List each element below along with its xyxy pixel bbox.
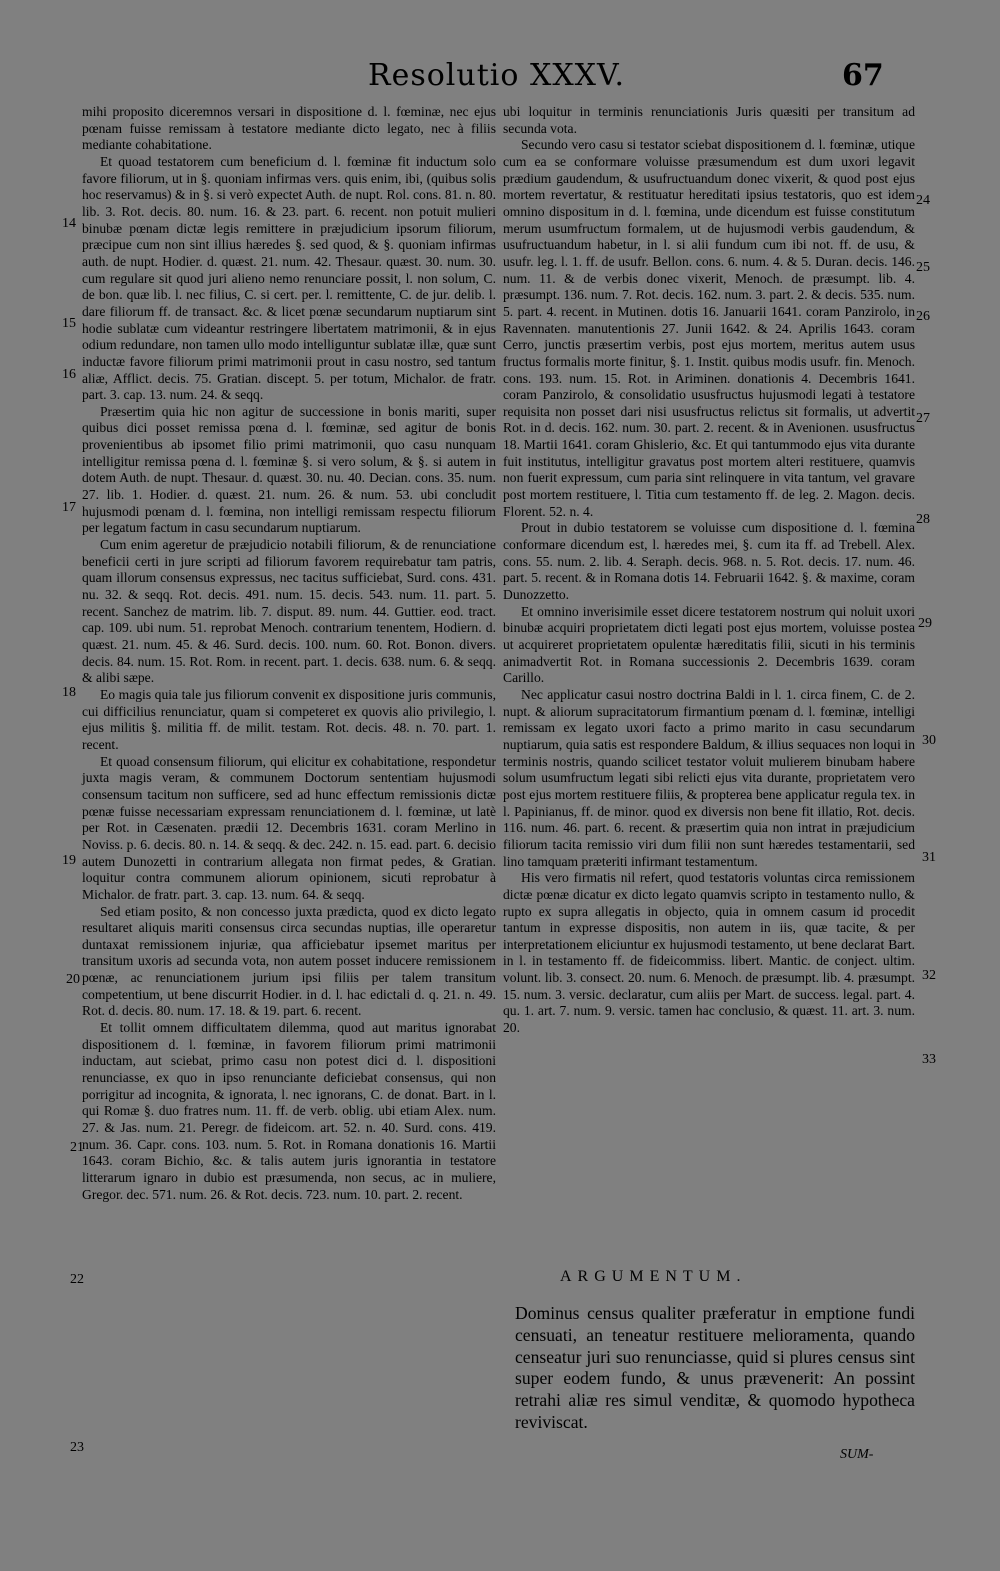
margin-number: 22 bbox=[70, 1272, 84, 1287]
margin-number: 17 bbox=[62, 500, 76, 515]
paragraph: Nec applicatur casui nostro doctrina Baldi in l. 1. circa finem, C. de 2. nupt. & aliorum supracitatorum firmantium pœnam d. l. fœminæ, intelligi remissam ex legato uxori facto a primo marito in casu secundarum nuptiarum, quia satis est respondere Baldum, & illius sequaces non loqui in terminis nostris, quando scilicet testator voluit mulierem binubam habere solum usumfructum legati sibi relicti ejus vita durante, proprietatem vero post ejus mortem restituere filiis, & propterea bene applicatur regula tex. in l. Papinianus, ff. de minor. quod ex diversis non bene fit illatio, Rot. decis. 116. num. 46. part. 6. recent. & præsertim quia non intrat in præjudicium filiorum tacita remissio viri dum filii non sunt hæredes testamentarii, sed lino tamquam præteriti infirmant testamentum. bbox=[503, 686, 915, 869]
margin-number: 27 bbox=[916, 411, 930, 426]
paragraph: Sed etiam posito, & non concesso juxta prædicta, quod ex dicto legato resultaret aliquis mariti consensus circa secundas nuptias, ille operaretur duntaxat remissionem injuriæ, qua afficiebatur ipsemet maritus per transitum uxoris ad secunda vota, non autem posset inducere remissionem pœnæ, ac renunciationem jurium ipsi filiis per talem transitum competentium, ut bene discurrit Hodier. in d. l. hac edictali d. q. 21. n. 49. Rot. d. decis. 80. num. 17. 18. & 19. part. 6. recent. bbox=[82, 903, 496, 1019]
paragraph: Et quoad testatorem cum beneficium d. l. fœminæ fit inductum solo favore filiorum, ut in §. quoniam infirmas vers. quis enim, ibi, (quibus solis hoc reservamus) & in §. si verò expectet Auth. de nupt. Rol. cons. 81. n. 80. lib. 3. Rot. decis. 80. num. 16. & 23. part. 6. recent. non potuit mulieri binubæ pœnam dictæ legis remittere in præjudicium ipsorum filiorum, præcipue cum non sint illius hæredes §. sed quod, & §. quoniam infirmas auth. de nupt. Hodier. d. quæst. 21. num. 42. Thesaur. quæst. 30. num. 30. cum regulare sit quod juri alieno nemo renunciare possit, l. non solum, C. de bon. quæ lib. l. nec filius, C. si cert. per. l. remittente, C. de jur. delib. l. dare filiorum ff. de transact. &c. & licet pœnæ secundarum nuptiarum sint hodie sublatæ cum videantur restringere libertatem matrimonii, & in ejus odium redundare, non tamen ullo modo intelliguntur sublatæ illæ, quæ sunt inductæ favore filiorum primi matrimonii prout in casu nostro, sed tantum aliæ, Afflict. decis. 75. Gratian. discept. 5. per totum, Michalor. de fratr. part. 3. cap. 13. num. 24. & seqq. bbox=[82, 153, 496, 403]
paragraph: Præsertim quia hic non agitur de successione in bonis mariti, super quibus dici posset remissa pœna d. l. fœminæ, sed agitur de bonis provenientibus ab ipsomet filio primi matrimonii, quo casu nunquam intelligitur remissa pœna d. l. fœminæ §. si vero solum, & §. si autem in dotem Auth. de nupt. Thesaur. d. quæst. 30. nu. 40. Decian. cons. 35. num. 27. lib. 1. Hodier. d. quæst. 21. num. 26. & num. 53. ubi concludit hujusmodi pœnam d. l. fœmina, non intelligi remissam respectu filiorum per legatum factum in casu secundarum nuptiarum. bbox=[82, 403, 496, 536]
paragraph: Cum enim ageretur de præjudicio notabili filiorum, & de renunciatione beneficii certi in jure scripti ad filiorum favorem requirebatur tam patris, quam illorum consensus expressus, nec tacitus sufficiebat, Surd. cons. 431. nu. 32. & seqq. Rot. decis. 491. num. 15. decis. 543. num. 11. part. 5. recent. Sanchez de matrim. lib. 7. disput. 89. num. 44. Guttier. eod. tract. cap. 109. ubi num. 51. reprobat Menoch. contrarium tenentem, Hodiern. d. quæst. 21. num. 45. & 46. Surd. decis. 100. num. 60. Rot. Bonon. divers. decis. 84. num. 15. Rot. Rom. in recent. part. 1. decis. 638. num. 6. & seqq. & alibi sæpe. bbox=[82, 537, 496, 686]
margin-number: 21 bbox=[70, 1140, 84, 1155]
margin-number: 33 bbox=[922, 1052, 936, 1067]
margin-number: 24 bbox=[916, 193, 930, 208]
paragraph: ubi loquitur in terminis renunciationis Juris quæsiti per transitum ad secunda vota. bbox=[503, 104, 915, 136]
paragraph: Et omnino inverisimile esset dicere testatorem nostrum qui noluit uxori binubæ acquiri proprietatem dicti legati post ejus mortem, voluisse postea ut acquireret proprietatem opulentæ hæreditatis filii, sicuti in his terminis animadvertit Rot. in Romana successionis 2. Decembris 1639. coram Carillo. bbox=[503, 603, 915, 686]
paragraph: Secundo vero casu si testator sciebat dispositionem d. l. fœminæ, utique cum ea se conformare voluisse præsumendum est dum uxori legavit prædium gaudendum, & usufructuandum donec vixerit, & quod post ejus mortem revertatur, & restituatur hereditati ipsius testatoris, quo est idem omnino dispositum in d. l. fœmina, unde dicendum est fuisse constitutum merum usumfructum formalem, ut de hujusmodi verbis gaudendum, & usufructuandum habetur, in l. si alii fundum cum ibi not. ff. de usu, & usufr. leg. l. 1. ff. de usufr. Bellon. cons. 6. num. 4. & 5. Duran. decis. 146. num. 11. & de verbis donec vixerit, Menoch. de præsumpt. lib. 4. præsumpt. 136. num. 7. Rot. decis. 162. num. 3. part. 2. & decis. 535. num. 5. part. 4. recent. in Mutinen. dotis 16. Januarii 1641. coram Panzirolo, in Ravennaten. manutentionis 27. Junii 1642. & 24. Aprilis 1643. coram Cerro, junctis præsertim verbis, post ejus mortem, meritus autem usus fructus formalis morte finitur, §. 1. Instit. quibus modis usufr. fin. Menoch. cons. 193. num. 15. Rot. in Ariminen. donationis 4. Decembris 1641. coram Panzirolo, & consolidatio ususfructus hujusmodi legati à testatore requisita non posset dari nisi ususfructus relictus sit formalis, ut advertit Rot. in d. decis. 162. num. 30. part. 2. recent. & in Avenionen. ususfructus 18. Martii 1641. coram Ghislerio, &c. Et qui tantummodo ejus vita durante fuit institutus, intelligitur gravatus post mortem alteri restituere, quamvis non fuerit expressum, cum paria sint relinquere in vita tantum, vel gravare post mortem restituere, l. Titia cum testamento ff. de leg. 2. Magon. decis. Florent. 52. n. 4. bbox=[503, 137, 915, 519]
paragraph: Eo magis quia tale jus filiorum convenit ex dispositione juris communis, cui difficilius renunciatur, quam si competeret ex quovis alio privilegio, l. ejus militis §. militia ff. de milit. testam. Rot. decis. 48. n. 70. part. 1. recent. bbox=[82, 686, 496, 752]
margin-number: 16 bbox=[62, 367, 76, 382]
paragraph: His vero firmatis nil refert, quod testatoris voluntas circa remissionem dictæ pœnæ dicatur ex dicto legato quamvis scripto in testamento nullo, & rupto ex supra allegatis in objecto, quia in omnem casum id procedit tantum in expresse dispositis, non autem in iis, quæ tacite, & per interpretationem eliciuntur ex hujusmodi testamento, ut bene declarat Bart. in l. in testamento ff. de fideicommiss. libert. Mantic. de conject. ultim. volunt. lib. 3. consect. 20. num. 6. Menoch. de præsumpt. lib. 4. præsumpt. 15. num. 3. versic. declaratur, cum aliis per Mart. de success. legal. part. 4. qu. 1. art. 7. num. 9. versic. tamen hac conclusio, & quæst. 11. art. 3. num. 20. bbox=[503, 870, 915, 1036]
margin-number: 26 bbox=[916, 309, 930, 324]
margin-number: 14 bbox=[62, 216, 76, 231]
margin-number: 19 bbox=[62, 853, 76, 868]
margin-number: 29 bbox=[918, 616, 932, 631]
margin-number: 28 bbox=[916, 512, 930, 527]
margin-number: 30 bbox=[922, 733, 936, 748]
paragraph: Prout in dubio testatorem se voluisse cum dispositione d. l. fœmina conformare dicendum est, l. hæredes mei, §. cum ita ff. ad Trebell. Alex. cons. 55. num. 2. lib. 4. Seraph. decis. 968. n. 5. Rot. decis. 17. num. 46. part. 5. recent. & in Romana dotis 14. Februarii 1642. §. & maxime, coram Dunozzetto. bbox=[503, 520, 915, 603]
page-number: 67 bbox=[842, 58, 884, 93]
margin-number: 18 bbox=[62, 685, 76, 700]
argumentum-summary: Dominus census qualiter præferatur in emptione fundi censuati, an teneatur restituere melioramenta, quando censeatur juri suo renunciasse, quid si plures census sint super eodem fundo, & unus prævenerit: An possint retrahi aliæ res simul venditæ, & quomodo hypotheca reviviscat. bbox=[515, 1303, 915, 1432]
margin-number: 32 bbox=[922, 968, 936, 983]
paragraph: Et tollit omnem difficultatem dilemma, quod aut maritus ignorabat dispositionem d. l. fœminæ, in favorem filiorum primi matrimonii inductam, aut sciebat, primo casu non potest dici d. l. dispositioni renunciasse, ex quo in ipso renunciante deficiebat consensus, qui non porrigitur ad incognita, & ignorata, l. nec ignorans, C. de donat. Bart. in l. qui Romæ §. duo fratres num. 11. ff. de verb. oblig. ubi etiam Alex. num. 27. & Jas. num. 21. Peregr. de fideicom. art. 52. n. 40. Surd. cons. 419. num. 36. Capr. cons. 103. num. 5. Rot. in Romana donationis 16. Martii 1643. coram Bichio, &c. & talis autem juris ignorantia in testatore litterarum ignaro in dubio est præsumenda, non secus, ac in muliere, Gregor. dec. 571. num. 26. & Rot. decis. 723. num. 10. part. 2. recent. bbox=[82, 1020, 496, 1202]
paragraph: mihi proposito diceremnos versari in dispositione d. l. fœminæ, nec ejus pœnam fuisse remissam à testatore mediante dicto legato, nec à filiis mediante cohabitatione. bbox=[82, 104, 496, 153]
margin-number: 31 bbox=[922, 850, 936, 865]
paragraph: Et quoad consensum filiorum, qui elicitur ex cohabitatione, respondetur juxta magis veram, & communem Doctorum sententiam hujusmodi consensum tacitum non sufficere, sed ad hunc effectum remissionis dictæ pœnæ fuisse necessariam expressam renunciationem d. l. fœminæ, ut latè per Rot. in Cæsenaten. prædii 12. Decembris 1631. coram Merlino in Noviss. p. 6. decis. 80. n. 14. & seqq. & dec. 242. n. 15. ead. part. 6. decisio autem Dunozetti in contrarium allegata non firmat pedes, & Gratian. loquitur contra communem aliorum opinionem, sicuti reprobatur à Michalor. de fratr. part. 3. cap. 13. num. 64. & seqq. bbox=[82, 753, 496, 902]
margin-number: 15 bbox=[62, 316, 76, 331]
margin-number: 25 bbox=[916, 260, 930, 275]
margin-number: 20 bbox=[66, 972, 80, 987]
left-column bbox=[82, 104, 496, 1203]
catchword: SUM- bbox=[840, 1447, 874, 1462]
right-column bbox=[503, 104, 915, 1037]
running-title: Resolutio XXXV. bbox=[368, 58, 625, 93]
argumentum-heading: ARGUMENTUM. bbox=[560, 1268, 747, 1285]
margin-number: 23 bbox=[70, 1440, 84, 1455]
